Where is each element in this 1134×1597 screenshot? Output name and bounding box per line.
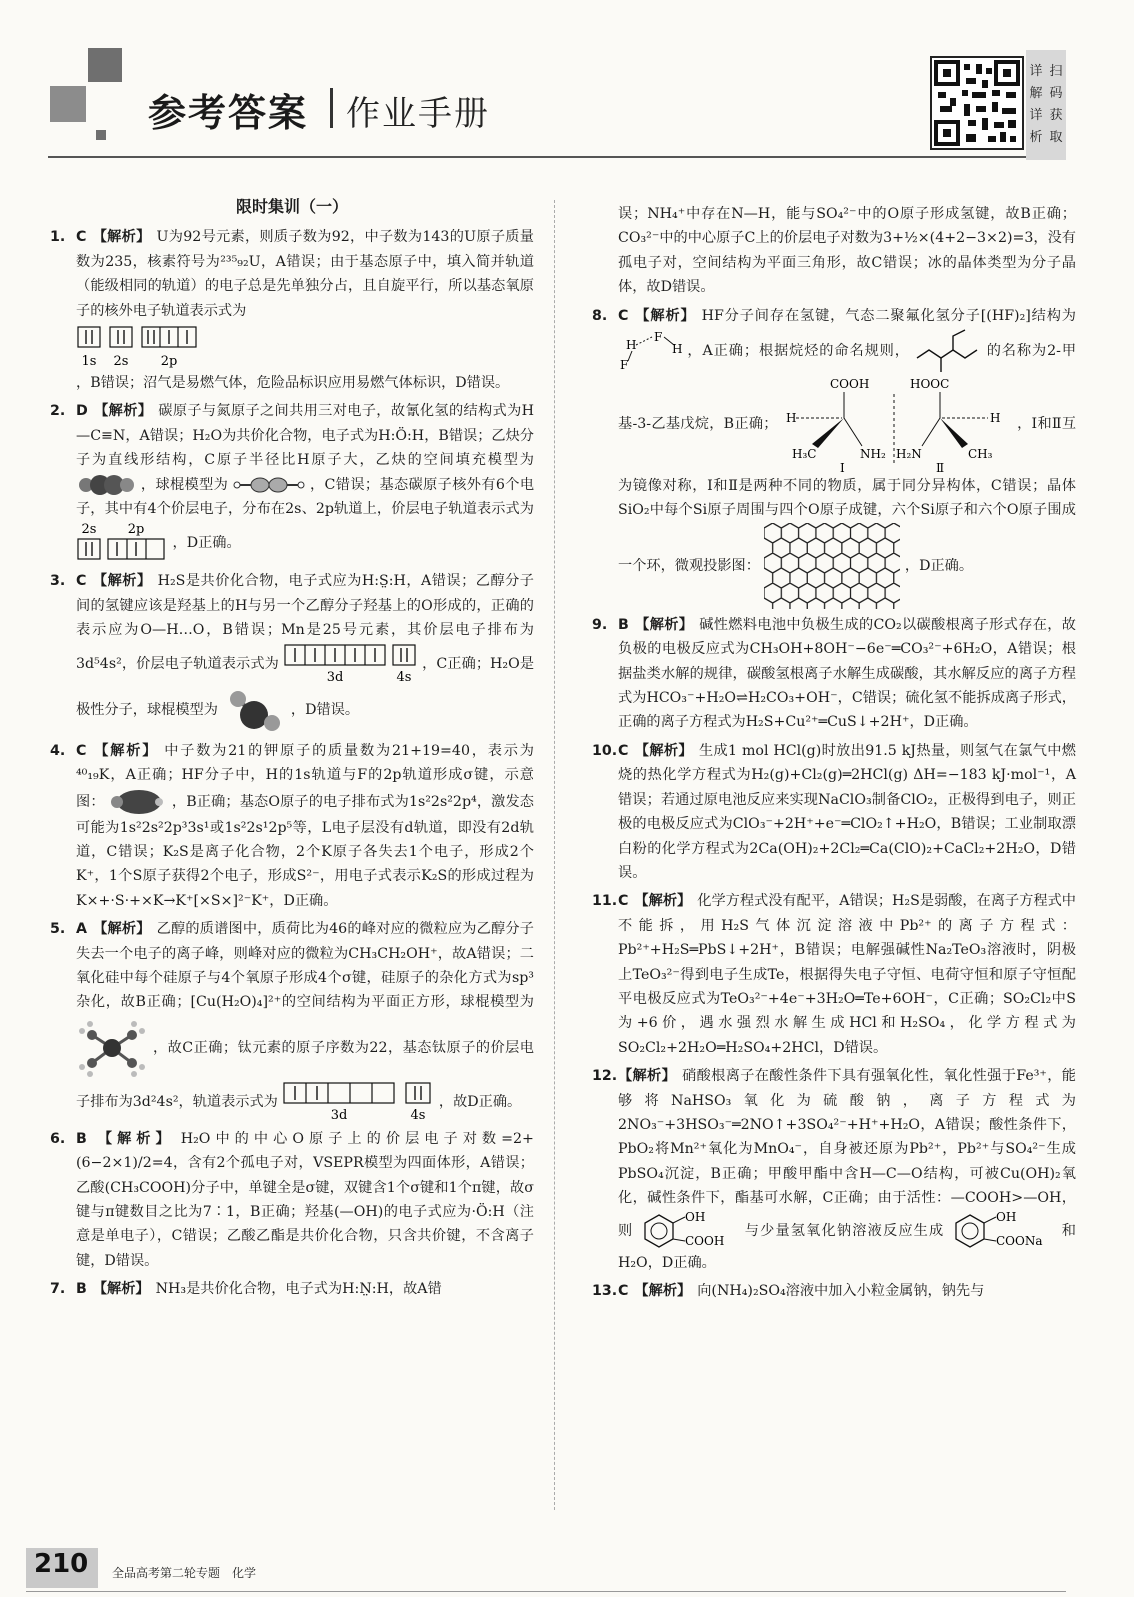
explanation-text: 生成1 mol HCl(g)时放出91.5 kJ热量，则氢气在氯气中燃烧的热化学方程式为H₂(g)+Cl₂(g)═2HCl(g) ΔH=−183 kJ·mol⁻¹，A错误；若通过原电池反应来实现NaClO₃制备ClO₂，正极得到电子，则正极的电极反应式为ClO₃⁻+2H⁺+e⁻═ClO₂↑+H₂O，B错误；工业制取漂白粉的化学方程式为2Ca(OH)₂+2Cl₂═Ca(ClO)₂+CaCl₂+2H₂O，D错误。 (618, 742, 1076, 881)
carbon-valence-orbital-diagram (76, 521, 168, 565)
question-number: 1. (50, 229, 66, 246)
acetylene-space-filling-model (76, 474, 136, 496)
answer-letter: C (76, 742, 87, 759)
qr-caption (1026, 50, 1066, 160)
orbital-label-2s: 2s (81, 522, 97, 538)
explanation-text: 乙醇的质谱图中，质荷比为46的峰对应的微粒应为乙醇分子失去一个电子的离子峰，则峰对应的微粒为CH₃CH₂OH⁺，故A错误；二氧化硅中每个硅原子与4个氧原子形成4个σ键，硅原子的杂化方式为sp³杂化，故B正确；[Cu(H₂O)₄]²⁺的空间结构为平面正方形，球棍模型为 (76, 921, 534, 1011)
svg-text:F: F (654, 331, 663, 345)
sodium-salicylate-structure (950, 1211, 1056, 1251)
answer-letter: B (76, 1281, 87, 1298)
explanation-text: NH₃是共价化合物，电子式为H:N̤:H，故A错 (155, 1281, 442, 1298)
footer-text: 全品高考第二轮专题 化学 (112, 1566, 257, 1580)
page-subtitle: 作业手册 (346, 94, 490, 134)
question-number: 3. (50, 573, 66, 590)
answer-letter: B (76, 1130, 87, 1147)
analysis-tag: 【 解析 】 (634, 308, 695, 324)
qr-code[interactable] (930, 56, 1024, 150)
question-4 (50, 739, 534, 913)
qr-char: 码 (1049, 86, 1063, 101)
analysis-tag: 【 解析 】 (93, 1131, 175, 1147)
question-number: 7. (50, 1281, 66, 1298)
question-10 (592, 739, 1076, 885)
answer-letter: C (618, 742, 629, 759)
svg-text:NH₂: NH₂ (860, 447, 887, 462)
question-11 (592, 889, 1076, 1060)
explanation-text: ，D正确。 (172, 535, 241, 552)
header-square-2 (50, 86, 86, 122)
oxygen-orbital-diagram (76, 325, 534, 369)
question-12 (592, 1064, 1076, 1275)
answer-letter: D (76, 403, 88, 420)
orbital-label-4s: 4s (410, 1107, 426, 1123)
explanation-text: H₂S是共价化合物，电子式应为H:S̤:H，A错误；乙醇分子间的氢键应该是羟基上的H与另一个乙醇分子羟基上的O形成的，正确的表示应为O—H…O，B错误；Mn是25号元素，其价层电子排布为3d⁵4s²，价层电子轨道表示式为 (76, 573, 534, 672)
orbital-label-4s: 4s (397, 669, 412, 685)
answer-letter: C (76, 573, 87, 590)
question-2 (50, 399, 534, 565)
answer-letter: A (76, 921, 87, 938)
manganese-orbital-diagram (283, 643, 417, 685)
explanation-text: 误；NH₄⁺中存在N—H，能与SO₄²⁻中的O原子形成氢键，故B正确；CO₃²⁻中的中心原子C上的价层电子对数为3+½×(4+2−3×2)=3，没有孤电子对，空间结构为平面三角形，故C错误；冰的晶体类型为分子晶体，故D错误。 (618, 206, 1076, 296)
explanation-text: 向(NH₄)₂SO₄溶液中加入小粒金属钠，钠先与 (697, 1283, 985, 1299)
copper-aqua-complex-ball-stick-model (76, 1015, 148, 1081)
section-title: 限时集训（一） (235, 197, 348, 216)
sio2-hexagonal-projection (764, 523, 900, 609)
question-8 (592, 304, 1076, 609)
analysis-tag: 【 解析 】 (634, 893, 691, 909)
explanation-text: ，Ⅰ和Ⅱ互为镜像对称，Ⅰ和Ⅱ是两种不同的物质，属于同分异构体，C错误；晶体SiO₂中每个Si原子周围与四个O原子成键，六个Si原子和六个O原子围成一个环，微观投影图： (618, 416, 1077, 574)
cooh-label: COOH (685, 1233, 725, 1248)
analysis-tag: 【 解析 】 (92, 573, 151, 589)
titanium-orbital-diagram (282, 1081, 434, 1123)
explanation-text: ，C错误；基态碳原子核外有6个电子，其中有4个价层电子，分布在2s、2p轨道上，价层电子轨道表示式为 (76, 476, 535, 518)
answer-letter: B (618, 616, 629, 633)
explanation-text: ，C正确；H₂O是极性分子，球棍模型为 (76, 655, 535, 718)
analysis-tag: 【 解析 】 (634, 1283, 691, 1299)
explanation-text: 中子数为21的钾原子的质量数为21+19=40，表示为⁴⁰₁₉K，A正确；HF分子中，H的1s轨道与F的2p轨道形成σ键，示意图： (76, 742, 534, 810)
explanation-text: ，B正确；基态O原子的电子排布式为1s²2s²2p⁴，激发态可能为1s²2s²2p³3s¹或1s²2s¹2p⁵等，L电子层没有d轨道，即没有2d轨道，C错误；K₂S是离子化合物，2个K原子各失去1个电子，形成2个K⁺，1个S原子获得2个电子，形成S²⁻，用电子式表示K₂S的形成过程为K×+·S·+×K→K⁺[×S×]²⁻K⁺，D正确。 (76, 793, 534, 909)
qr-char: 获 (1049, 108, 1063, 123)
qr-char: 详 (1029, 64, 1043, 79)
question-number: 6. (50, 1130, 66, 1147)
analysis-tag: 【 解析 】 (93, 921, 151, 937)
svg-text:H: H (626, 338, 637, 353)
orbital-label-2p: 2p (127, 522, 145, 538)
analysis-tag: 【 解析 】 (618, 1068, 676, 1084)
header-square-3 (96, 130, 106, 140)
question-number (592, 202, 618, 300)
question-number: 10. (592, 742, 618, 759)
orbital-label-3d: 3d (331, 1107, 348, 1123)
explanation-text: ，球棍模型为 (140, 476, 229, 493)
salicylic-acid-structure (639, 1211, 739, 1251)
question-number: 9. (592, 616, 608, 633)
left-column (50, 195, 534, 1306)
explanation-text: ，D错误。 (290, 701, 360, 718)
question-number: 13. (592, 1283, 618, 1299)
question-7 (50, 1277, 534, 1301)
footer-rule (26, 1591, 1066, 1592)
analysis-tag: 【 解析 】 (635, 617, 693, 633)
svg-text:H: H (786, 411, 797, 426)
header-square-1 (88, 48, 122, 82)
explanation-text: 碳原子与氮原子之间共用三对电子，故氰化氢的结构式为H—C≡N，A错误；H₂O为共价化合物，电子式为H:Ö:H，B错误；乙炔分子为直线形结构，C原子半径比H原子大，乙炔的空间填充模型为 (76, 403, 534, 469)
explanation-text: 碱性燃料电池中负极生成的CO₂以碳酸根离子形式存在，故负极的电极反应式为CH₃OH+8OH⁻−6e⁻═CO₃²⁻+6H₂O，A错误；根据盐类水解的规律，碳酸氢根离子水解生成碳酸，其水解反应的离子方程式为HCO₃⁻+H₂O⇌H₂CO₃+OH⁻，C错误；硫化氢不能拆成离子形式，正确的离子方程式为H₂S+Cu²⁺═CuS↓+2H⁺，D正确。 (618, 616, 1076, 731)
qr-char: 扫 (1049, 64, 1063, 79)
explanation-text: H₂O中的中心O原子上的价层电子对数=2+(6−2×1)/2=4，含有2个孤电子对，VSEPR模型为四面体形，A错误；乙酸(CH₃COOH)分子中，单键全是σ键，双键含1个σ键和1个π键，故σ键与π键数目之比为7∶1，B正确；羟基(—OH)的电子式应为·Ö:H（注意是单电子），C错误；乙酸乙酯是共价化合物，只含共价键，不含离子键，D错误。 (76, 1130, 534, 1269)
explanation-text: ，故D正确。 (438, 1093, 522, 1110)
water-ball-stick-model (222, 685, 286, 735)
qr-char: 详 (1029, 108, 1043, 123)
question-number: 2. (50, 403, 66, 420)
question-5 (50, 917, 534, 1123)
isomer-label-ii: Ⅱ (936, 461, 945, 475)
qr-char: 取 (1049, 130, 1063, 145)
question-7-continued (592, 202, 1076, 300)
explanation-text: 的名称为2-甲基-3-乙基戊烷，B正确； (618, 343, 1077, 433)
svg-text:F: F (620, 358, 629, 372)
question-1 (50, 225, 534, 395)
svg-text:H: H (672, 342, 682, 357)
question-13 (592, 1279, 1076, 1303)
cooh-label: COOH (830, 377, 870, 392)
orbital-label-1s: 1s (81, 354, 97, 370)
explanation-text: 化学方程式没有配平，A错误；H₂S是弱酸，在离子方程式中不能拆，用H₂S气体沉淀溶液中Pb²⁺的离子方程式：Pb²⁺+H₂S═PbS↓+2H⁺，B错误；电解强碱性Na₂TeO₃溶液时，阴极上TeO₃²⁻得到电子生成Te，根据得失电子守恒、电荷守恒和原子守恒配平电极反应式为TeO₃²⁻+4e⁻+3H₂O═Te+6OH⁻，C正确；SO₂Cl₂中S为+6价，遇水强烈水解生成HCl和H₂SO₄，化学方程式为SO₂Cl₂+2H₂O═H₂SO₄+2HCl，D错误。 (618, 893, 1076, 1056)
explanation-text: 与少量氢氧化钠溶液反应生成 (744, 1222, 945, 1239)
title-divider (330, 88, 333, 128)
page-number: 210 (34, 1549, 89, 1579)
orbital-label-2p: 2p (160, 354, 178, 370)
question-number: 4. (50, 742, 66, 759)
svg-text:H₃C: H₃C (792, 447, 817, 462)
page-title: 参考答案 (148, 91, 309, 135)
question-number: 11. (592, 893, 618, 910)
qr-char: 解 (1029, 86, 1043, 101)
explanation-text: ，A正确；根据烷烃的命名规则， (687, 343, 910, 360)
svg-text:H: H (990, 411, 1001, 426)
explanation-text: 硝酸根离子在酸性条件下具有强氧化性，氧化性强于Fe³⁺，能够将NaHSO₃氧化为硫酸钠，离子方程式为2NO₃⁻+3HSO₃⁻═2NO↑+3SO₄²⁻+H⁺+H₂O，A错误；酸性条件下，PbO₂将Mn²⁺氧化为MnO₄⁻，自身被还原为Pb²⁺，Pb²⁺与SO₄²⁻生成PbSO₄沉淀，B正确；甲酸甲酯中含H—C—O结构，可被Cu(OH)₂氧化，碱性条件下，酯基可水解，C正确；由于活性：—COOH>—OH，则 (618, 1068, 1076, 1239)
explanation-text: U为92号元素，则质子数为92，中子数为143的U原子质量数为235，核素符号为²³⁵₉₂U，A错误；由于基态原子中，填入简并轨道（能级相同的轨道）的电子总是先单独分占，且自旋平行，所以基态氧原子的核外电子轨道表示式为 (76, 229, 534, 319)
answer-letter: C (76, 229, 87, 246)
question-number: 5. (50, 921, 66, 938)
hf-dimer-structure (618, 331, 682, 371)
question-number: 12. (592, 1068, 618, 1085)
svg-text:H₂N: H₂N (896, 447, 923, 462)
orbital-label-2s: 2s (113, 354, 129, 370)
orbital-label-3d: 3d (327, 669, 344, 685)
explanation-text: HF分子间存在氢键，气态二聚氟化氢分子[(HF)₂]结构为 (701, 307, 1076, 324)
analysis-tag: 【 解析 】 (92, 229, 150, 245)
right-column (592, 202, 1076, 1307)
question-3 (50, 569, 534, 734)
alkane-skeletal-formula (915, 328, 981, 374)
analysis-tag: 【 解析 】 (92, 743, 158, 759)
svg-text:CH₃: CH₃ (968, 447, 993, 462)
hooc-label: HOOC (910, 377, 950, 392)
analysis-tag: 【 解析 】 (93, 1281, 150, 1297)
analysis-tag: 【 解析 】 (94, 403, 153, 419)
question-9 (592, 613, 1076, 735)
oh-label: OH (996, 1210, 1017, 1224)
acetylene-ball-stick-model (233, 474, 305, 496)
amino-acid-enantiomers (782, 374, 1012, 474)
qr-char: 析 (1029, 130, 1043, 145)
answer-letter: C (618, 893, 629, 910)
explanation-text: ，D正确。 (904, 557, 974, 574)
explanation-text: 和H₂O，D正确。 (618, 1222, 1076, 1271)
isomer-label-i: Ⅰ (840, 461, 846, 475)
question-number: 8. (592, 307, 608, 324)
header-rule (48, 156, 1048, 158)
oh-label: OH (685, 1210, 706, 1224)
coona-label: COONa (996, 1233, 1043, 1248)
question-6 (50, 1127, 534, 1273)
explanation-text: ，故C正确；钛元素的原子序数为22，基态钛原子的价层电子排布为3d²4s²，轨道表示式为 (76, 1039, 534, 1110)
answer-letter: C (618, 1283, 629, 1299)
analysis-tag: 【 解析 】 (634, 743, 693, 759)
explanation-text: ，B错误；沼气是易燃气体，危险品标识应用易燃气体标识，D错误。 (76, 375, 510, 392)
column-divider (554, 200, 555, 1510)
sigma-bond-diagram (109, 788, 167, 816)
answer-letter: C (618, 307, 629, 324)
